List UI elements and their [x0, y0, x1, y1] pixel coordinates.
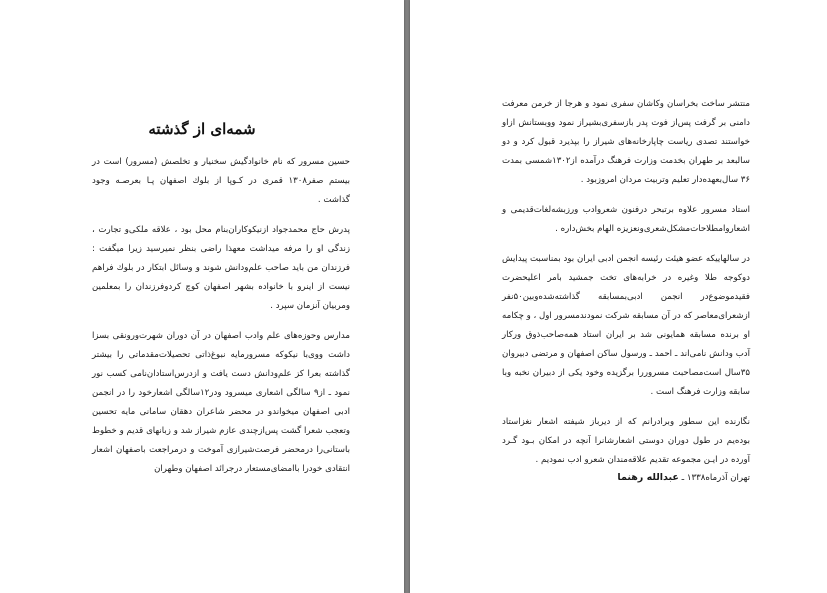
page-title: شمه‌ای از گذشته [148, 120, 256, 138]
right-page [410, 0, 827, 593]
paragraph-gap [502, 402, 750, 413]
left-page [0, 0, 404, 593]
signature-separator: ـ [681, 473, 685, 483]
signature-line [502, 472, 750, 483]
paragraph: نگارنده این سطور وبرادرانم که از دیرباز شیفته اشعار نغزاستاد بوده‌یم در طول دوران دوستی اشعارشانرا آنچه در امکان بـود گـرد آورده در ایـن مجموعه تقدیم علاقه‌مندان شعرو ادب نمودیم . [502, 417, 750, 465]
paragraph: پدرش حاج محمدجواد ازنیکوکاران‌بنام محل بود ، علاقه ملکی‌و تجارت ، زندگی او را مرفه میداشت معهذا راضی بنظر نمیرسید زیرا میگفت : فرزندان من باید صاحب علم‌ودانش شوند و وسائل ابتکار در بلوك فراهم نیست از اینرو با خانواده بشهر اصفهان کوچ کرد‌وفرزندان را بمعلمین ومربیان آنزمان سپرد . [92, 225, 350, 311]
left-page-body [92, 153, 350, 479]
paragraph-gap [502, 190, 750, 201]
paragraph: مدارس وحوزه‌های علم وادب اصفهان در آن دوران شهرت‌ورونقی بسزا داشت ووی‌با نیکوکه مسرور‌مایه نبوغ‌ذاتی تحصیلات‌مقدماتی را بیشتر گذاشته بعرا کز علم‌ودانش دست یافت و ازدرس‌استادان‌نامی کسب نور نمود ـ از۹ سالگی اشعاری میسرود ودر۱۲سالگی اشعارخود را در انجمن ادبی اصفهان میخواندو در محضر شاعران دهقان سامانی مایه تحسین وتعجب شعرا گشت پس‌ازچندی عازم شیراز شد و زبانهای قدیم و خطوط باستانی‌را درمحضر فرصت‌شیرازی آموخت و درمراجعت باصفهان اشعار انتقادی خودرا باامضای‌مستعار درجرائد اصفهان وطهران [92, 331, 350, 474]
paragraph: حسین مسرور که نام خانوادگیش سخنیار و تخلصش (مسرور) است در بیستم صفر۱۳۰۸ قمری در کـوپا از بلوك اصفهان پـا بعرصـه وجود گذاشت . [92, 157, 350, 205]
signature-name: عبدالله رهنما [617, 472, 679, 483]
signature-date: تهران آذرماه۱۳۳۸ [686, 473, 750, 483]
paragraph-gap [502, 239, 750, 250]
paragraph: استاد مسرور علاوه برتبحر درفنون شعروادب ورزبشه‌لغات‌قدیمی و اشعاروامطلاحات‌مشکل‌شعری‌ونعزیزه الهام بخش‌داره . [502, 205, 750, 234]
paragraph-gap [92, 210, 350, 221]
right-page-body [502, 95, 750, 470]
paragraph-gap [92, 316, 350, 327]
paragraph: منتشر ساخت بخراسان وکاشان سفری نمود و هرجا از خرمن معرفت دامنی بر گرفت پس‌از فوت پدر بازسفری‌بشیراز نمود ووبستانش ازاو خواستند تصدی ریاست چاپارخانه‌های شیراز را بپذیرد قبول کرد و دو سالبعد بر طهران بخدمت وزارت فرهنگ درآمده از۱۳۰۲شمسی بمدت ۳۶ سال‌بعهده‌دار تعلیم وتربیت مردان امروزبود . [502, 99, 750, 185]
paragraph: در سالهاییکه عضو هیئت رئیسه انجمن ادبی ایران بود بمناسبت پیدایش دوکوجه طلا وغیره در خرابه‌های تخت جمشید بامر اعلیحضرت فقید‌موضوع‌در انجمن ادبی‌بمسابقه گذاشته‌شده‌وبین۵۰نفر ازشعرای‌معاصر که در آن مسابقه شرکت نمودند‌مسرور اول ، و چکامه او برنده مسابقه همایونی شد بر ایران استاد همه‌صاحب‌ذوق ورکار آدب ودانش نامی‌اند ـ احمد ـ ورسول ساکن اصفهان و مرتضی دبیروان ۳۵سال است‌مصاحبت مسروررا برگزیده وخود یکی از دبیران نخبه وبا سابقه وزارت فرهنگ است . [502, 254, 750, 397]
